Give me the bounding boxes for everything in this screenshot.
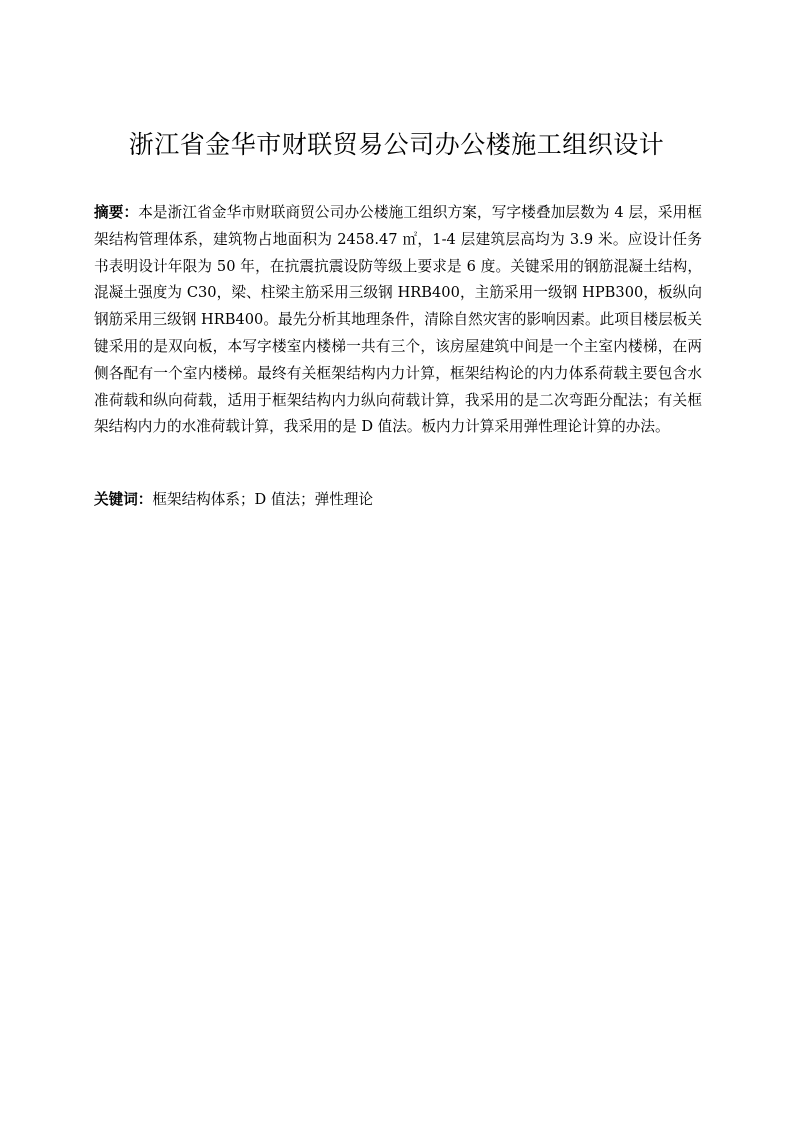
keywords-label: 关键词： — [94, 491, 153, 508]
keywords-paragraph — [94, 487, 702, 514]
abstract-paragraph — [94, 200, 702, 441]
page-title: 浙江省金华市财联贸易公司办公楼施工组织设计 — [128, 130, 665, 159]
abstract-label: 摘要： — [94, 204, 139, 221]
keywords-text: 框架结构体系；D 值法；弹性理论 — [152, 491, 374, 508]
abstract-text: 本是浙江省金华市财联商贸公司办公楼施工组织方案，写字楼叠加层数为 4 层，采用框架结构管理体系，建筑物占地面积为 2458.47 ㎡，1-4 层建筑层高均为 3.9 米。应设计任务书表明设计年限为 50 年，在抗震抗震设防等级上要求是 6 度。关键采用的钢筋混凝土结构，混凝土强度为 C30，梁、柱梁主筋采用三级钢 HRB400，主筋采用一级钢 HPB300，板纵向钢筋采用三级钢 HRB400。最先分析其地理条件，清除自然灾害的影响因素。此项目楼层板关键采用的是双向板，本写字楼室内楼梯一共有三个，该房屋建筑中间是一个主室内楼梯，在两侧各配有一个室内楼梯。最终有关框架结构内力计算，框架结构论的内力体系荷载主要包含水准荷载和纵向荷载，适用于框架结构内力纵向荷载计算，我采用的是二次弯距分配法；有关框架结构内力的水准荷载计算，我采用的是 D 值法。板内力计算采用弹性理论计算的办法。 — [94, 204, 702, 436]
